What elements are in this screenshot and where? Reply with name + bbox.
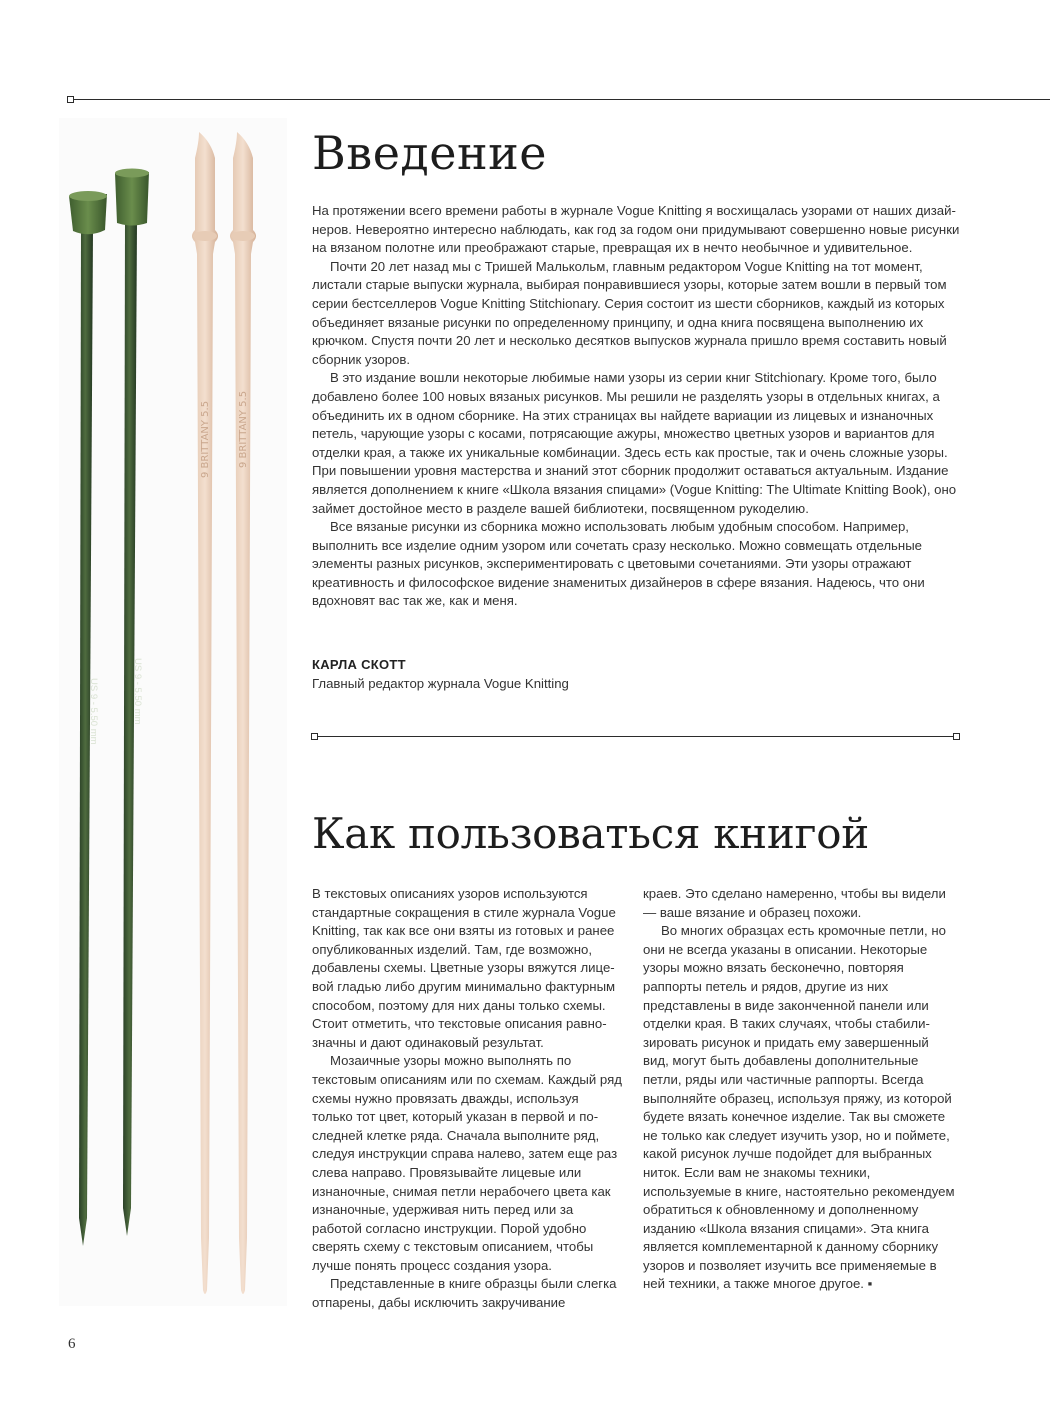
howto-col1-paragraph-3: Представленные в книге образцы были слегка отпарены, дабы исключить закручивание [312, 1276, 617, 1311]
top-rule [70, 99, 1050, 100]
wooden-needle-label-1: 9 BRITTANY 5.5 [200, 400, 211, 478]
howto-col1-paragraph-2: Мозаичные узоры можно выполнять по текстовым описаниям или по схемам. Каждый ряд схемы нужно провязать дважды, используя только тот цвет, который указан в первой и последней клетке ряда. Сначала выполните ряд, следуя инструкции справа налево, затем еще раз слева направо. Провязывайте лицевые или изнаночные, снимая петли нерабочего цвета как изнаночные, удерживая нить перед или за работой согласно инструкции. Порой удобно сверять схему с текстовым описанием, чтобы лучше понять процесс создания узора. [312, 1053, 622, 1273]
signature-role: Главный редактор журнала Vogue Knitting [312, 676, 569, 691]
section-divider-left-end [311, 733, 318, 740]
intro-title: Введение [312, 126, 548, 180]
intro-paragraph-1: На протяжении всего времени работы в журнале Vogue Knitting я восхищалась узорами от наших дизайнеров. Невероятно интересно наблюдать, как год за годом они придумывают совершенно новые рисунки на вязаном полотне или преображают старые, превращая их в нечто необычное и удивительное. [312, 203, 960, 256]
section-divider-right-end [953, 733, 960, 740]
howto-column-2 [643, 885, 958, 1294]
howto-column-1 [312, 885, 622, 1313]
knitting-needles-photo [59, 118, 287, 1306]
wooden-needle-2 [230, 132, 256, 1294]
howto-col2-paragraph-1: краев. Это сделано намеренно, чтобы вы видели — ваше вязание и образец похожи. [643, 886, 946, 920]
knitting-needles-illustration [59, 118, 287, 1306]
section-divider [316, 736, 956, 737]
green-needle-label-2: US 9 - 5.50 mm [132, 658, 143, 725]
wooden-needle-1 [192, 132, 218, 1294]
signature-name: КАРЛА СКОТТ [312, 657, 406, 672]
green-needle-label-1: US 9 - 5.50 mm [88, 678, 99, 745]
intro-paragraph-4: Все вязаные рисунки из сборника можно использовать любым удобным способом. Например, выполнить все изделие одним узором или сочетать сразу несколько. Можно совмещать отдельные элементы разных рисунков, экспериментировать с цветовыми сочетаниями. Эти узоры отражают креативность и философское видение знаменитых дизайнеров в сфере вязания. Надеюсь, что они вдохновят вас так же, как и меня. [312, 519, 925, 609]
intro-body [312, 202, 960, 611]
intro-paragraph-3: В это издание вошли некоторые любимые нами узоры из серии книг Stitchionary. Кроме того, было добавлено более 100 новых вязаных рисунков. Мы решили не разделять узоры в отдельных книгах, а объединить их в одном сборнике. На этих страницах вы найдете вариации из лицевых и изнаночных петель, чарующие узоры с косами, потрясающие ажуры, множество цветных узоров и вариантов для отделки края, а также их уникальные комбинации. Здесь есть как простые, так и очень сложные узоры. При повышении уровня мастерства и знаний этот сборник продолжит оставаться актуальным. Издание является дополнением к книге «Школа вязания спицами» (Vogue Knitting: The Ultimate Knitting Book), оно займет достойное место в разделе вашей библиотеки, посвященном рукоделию. [312, 370, 957, 516]
intro-paragraph-2: Почти 20 лет назад мы с Тришей Малькольм, главным редактором Vogue Knitting на тот момент, листали старые выпуски журнала, выбирая понравившиеся узоры, которые затем вошли в первый том серии бестселлеров Vogue Knitting Stitchionary. Серия состоит из шести сборников, каждый из которых объединяет вязаные рисунки по определенному принципу, и одна книга посвящена выполнению их крючком. Спустя почти 20 лет и несколько десятков выпусков журнала пришло время составить новый сборник узоров. [312, 258, 947, 367]
howto-col1-paragraph-1: В текстовых описаниях узоров используются стандартные сокращения в стиле журнала Vogue Knitting, так как все они взяты из готовых и ранее опубликованных изделий. Там, где возможно, добавлены схемы. Цветные узоры вяжутся лицевой гладью либо другим минимально фактурным способом, поэтому для них даны только схемы. Стоит отметить, что текстовые описания равнозначны и дают одинаковый результат. [312, 886, 616, 1050]
wooden-needle-label-2: 9 BRITTANY 5.5 [238, 390, 249, 468]
page-number: 6 [68, 1336, 76, 1352]
green-needle-1 [69, 191, 107, 1246]
top-rule-end [67, 96, 74, 103]
howto-title: Как пользоваться книгой [312, 809, 869, 858]
howto-col2-paragraph-2: Во многих образцах есть кромочные петли, но они не всегда указаны в описании. Некоторые узоры можно вязать бесконечно, повторяя раппорты петель и рядов, другие из них представлены в виде законченной панели или отделки края. В таких случаях, чтобы стабилизировать рисунок и придать ему завершенный вид, могут быть добавлены дополнительные петли, ряды или частичные раппорты. Всегда выполняйте образец, используя пряжу, из которой будете вязать конечное изделие. Так вы сможете не только как следует изучить узор, но и поймете, какой рисунок лучше подойдет для выбранных ниток. Если вам не знакомы техники, используемые в книге, настоятельно рекомендуем обратиться к обновленному и дополненному изданию «Школа вязания спицами». Эта книга является комплементарной к данному сборнику узоров и позволяет изучить все применяемые в ней техники, а также многое другое. ▪ [643, 923, 955, 1292]
